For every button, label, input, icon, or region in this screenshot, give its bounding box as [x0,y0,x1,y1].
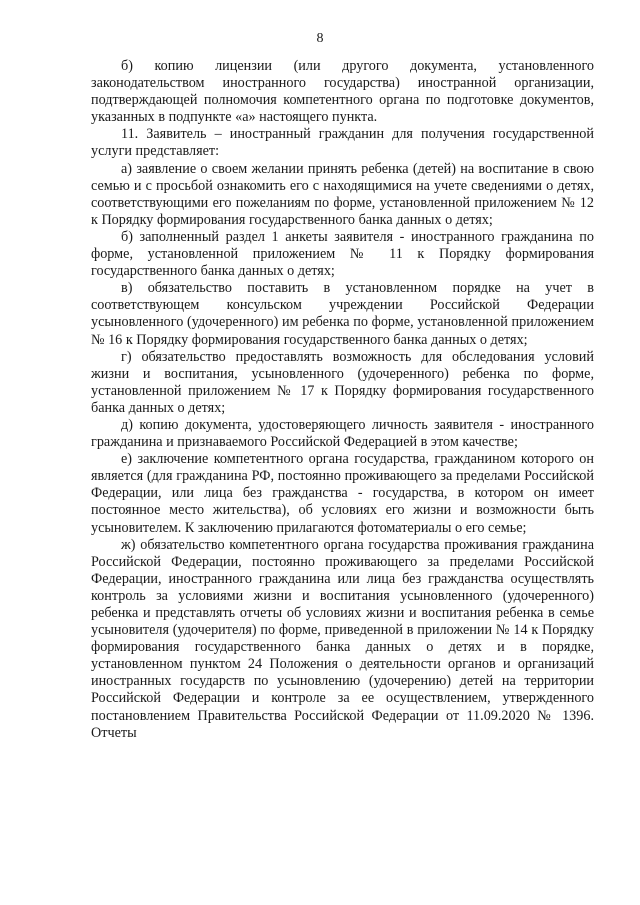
paragraph-b-questionnaire: б) заполненный раздел 1 анкеты заявителя - иностранного гражданина по форме, установленной приложением № 11 к Порядку формирования государственного банка данных о детях; [91,228,594,280]
paragraph-a-application: а) заявление о своем желании принять ребенка (детей) на воспитание в свою семью и с просьбой ознакомить его с находящимися на учете сведениями о детях, соответствующими его пожеланиям по форме, установленной приложением № 12 к Порядку формирования государственного банка данных о детях; [91,160,594,228]
paragraph-e-competent-authority-conclusion: е) заключение компетентного органа государства, гражданином которого он является (для гражданина РФ, постоянно проживающего за пределами Российской Федерации, или лица без гражданства - государства, в котором он имеет постоянное место жительства), об условиях его жизни и возможности быть усыновителем. К заключению прилагаются фотоматериалы о его семье; [91,451,594,536]
paragraph-v-consular-registration: в) обязательство поставить в установленном порядке на учет в соответствующем консульском учреждении Российской Федерации усыновленного (удочеренного) им ребенка по форме, установленной приложением № 16 к Порядку формирования государственного банка данных о детях; [91,280,594,348]
document-body [91,58,594,742]
page-number: 8 [316,31,324,46]
paragraph-11-heading: 11. Заявитель – иностранный гражданин для получения государственной услуги представляет: [91,126,594,160]
paragraph-zh-monitoring-obligation: ж) обязательство компетентного органа государства проживания гражданина Российской Федерации, постоянно проживающего за пределами Российской Федерации, иностранного гражданина или лица без гражданства осуществлять контроль за условиями жизни и воспитания усыновленного (удочеренного) ребенка и представлять отчеты об условиях жизни и воспитания ребенка в семье усыновителя (удочерителя) по форме, приведенной в приложении № 14 к Порядку формирования государственного банка данных о детях и в порядке, установленном пунктом 24 Положения о деятельности органов и организаций иностранных государств по усыновлению (удочерению) детей на территории Российской Федерации и контроле за ее осуществлением, утвержденного постановлением Правительства Российской Федерации от 11.09.2020 № 1396. Отчеты [91,536,594,741]
paragraph-g-living-conditions: г) обязательство предоставлять возможность для обследования условий жизни и воспитания, усыновленного (удочеренного) ребенка по форме, установленной приложением № 17 к Порядку формирования государственного банка данных о детях; [91,348,594,416]
paragraph-d-identity-document: д) копию документа, удостоверяющего личность заявителя - иностранного гражданина и признаваемого Российской Федерацией в этом качестве; [91,416,594,451]
paragraph-b-license-copy: б) копию лицензии (или другого документа, установленного законодательством иностранного государства) иностранной организации, подтверждающей полномочия компетентного органа по подготовке документов, указанных в подпункте «а» настоящего пункта. [91,58,594,126]
